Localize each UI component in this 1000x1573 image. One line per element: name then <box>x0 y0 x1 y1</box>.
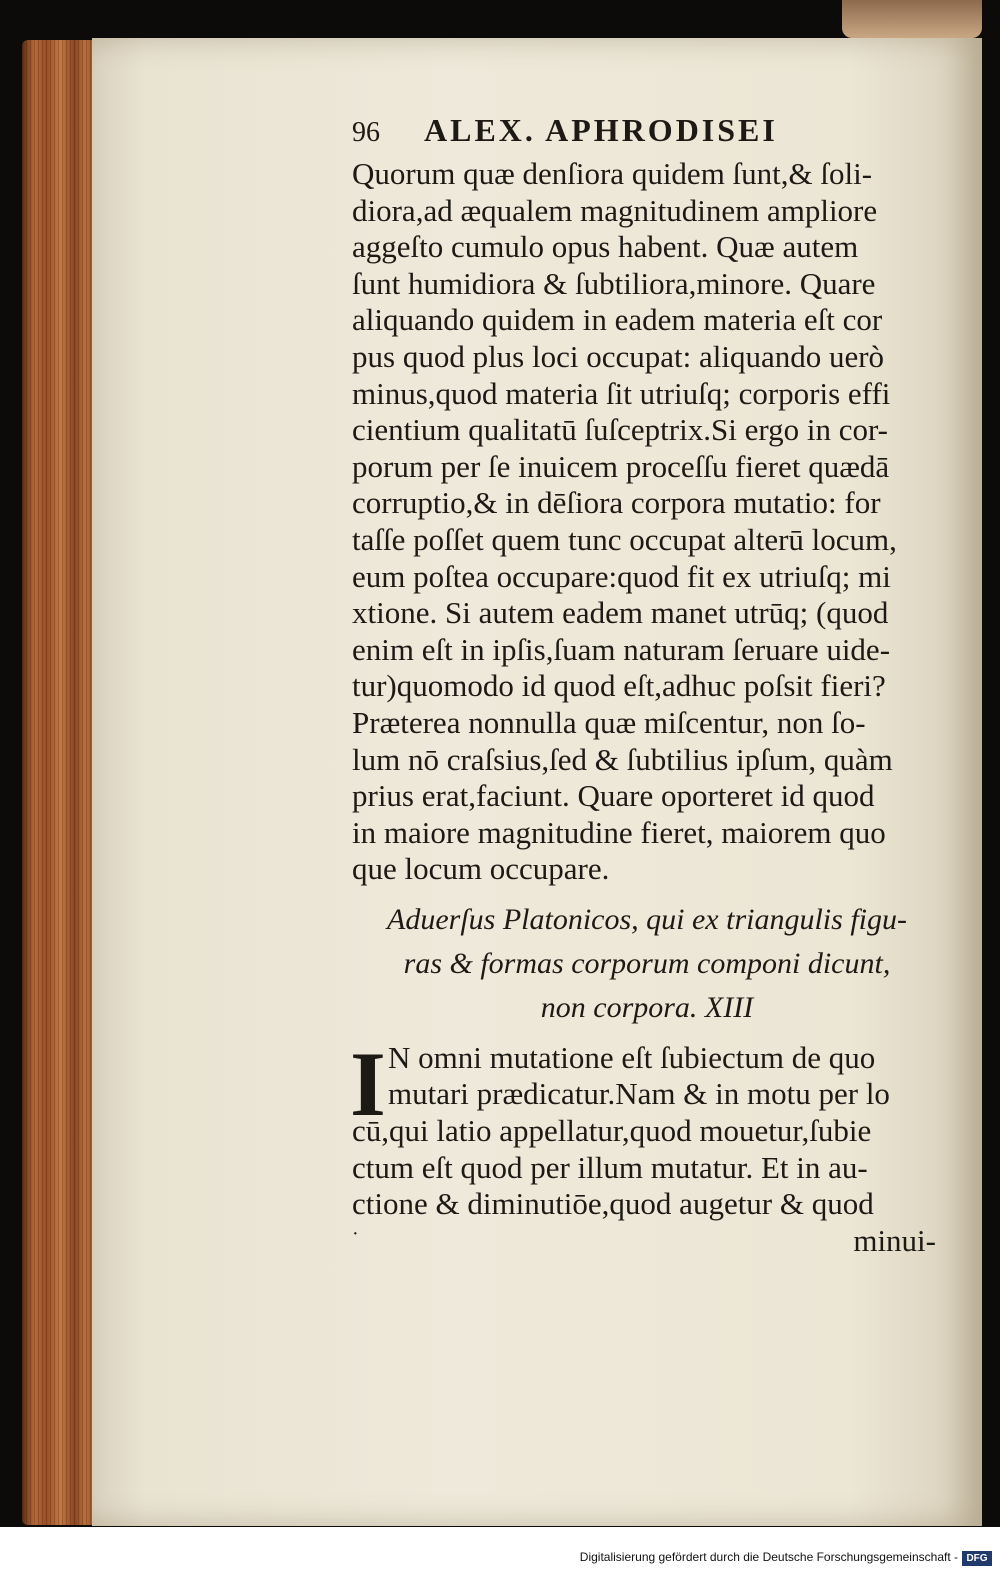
book-fore-edge <box>22 40 92 1525</box>
text-block <box>352 112 952 1263</box>
text-line: xtione. Si autem eadem manet utrūq; (quod <box>352 595 889 631</box>
section-body <box>350 1032 952 1223</box>
catchword-row <box>352 1223 952 1263</box>
text-line: diora,ad æqualem magnitudinem ampliore <box>352 192 878 228</box>
text-line: que locum occupare. <box>352 851 610 887</box>
text-line: taſſe poſſet quem tunc occupat alterū locum, <box>352 521 897 557</box>
text-line: tur)quomodo id quod eſt,adhuc poſsit fieri? <box>352 668 886 704</box>
text-line: corruptio,& in dēſiora corpora mutatio: for <box>352 485 881 521</box>
page-corner <box>842 0 982 38</box>
text-line: Quorum quæ denſiora quidem ſunt,& ſoli- <box>352 156 873 191</box>
text-line: in maiore magnitudine fieret, maiorem quo <box>352 814 886 850</box>
text-line: aliquando quidem in eadem materia eſt cor <box>352 302 883 338</box>
text-line: pus quod plus loci occupat: aliquando uerò <box>352 338 885 374</box>
text-line: cientium qualitatū ſuſceptrix.Si ergo in cor- <box>352 412 889 448</box>
text-line: cū,qui latio appellatur,quod mouetur,ſubie <box>352 1113 872 1149</box>
paragraph <box>352 156 952 888</box>
text-line: N omni mutatione eſt ſubiectum de quo <box>388 1039 876 1075</box>
heading-line: Aduerſus Platonicos, qui ex triangulis figu- <box>387 902 907 936</box>
digitization-footer <box>0 1527 1000 1573</box>
page-number: 96 <box>352 117 380 148</box>
text-line: lum nō craſsius,ſed & ſubtilius ipſum, quàm <box>352 741 893 777</box>
text-line: eum poſtea occupare:quod fit ex utriuſq; mi <box>352 558 891 594</box>
text-line: mutari prædicatur.Nam & in motu per lo <box>388 1076 890 1112</box>
text-line: minus,quod materia ſit utriuſq; corporis effi <box>352 375 891 411</box>
drop-cap: I <box>350 1032 386 1135</box>
catchword: minui- <box>853 1222 936 1258</box>
section-heading <box>352 898 942 1030</box>
text-line: ctum eſt quod per illum mutatur. Et in au- <box>352 1149 868 1185</box>
dfg-logo: DFG <box>962 1551 992 1566</box>
text-line: ctione & diminutiōe,quod augetur & quod <box>352 1186 874 1222</box>
text-line: porum per ſe inuicem proceſſu fieret quædā <box>352 448 890 484</box>
text-line: Præterea nonnulla quæ miſcentur, non ſo- <box>352 704 866 740</box>
margin-mark: · <box>352 1222 359 1245</box>
heading-line: ras & formas corporum componi dicunt, <box>403 946 891 980</box>
funding-credit: Digitalisierung gefördert durch die Deutsche Forschungsgemeinschaft - <box>579 1550 958 1564</box>
text-line: prius erat,faciunt. Quare oporteret id quod <box>352 778 875 814</box>
text-line: ſunt humidiora & ſubtiliora,minore. Quare <box>352 265 876 301</box>
heading-line: non corpora. XIII <box>540 990 754 1024</box>
text-line: aggeſto cumulo opus habent. Quæ autem <box>352 229 859 265</box>
text-line: enim eſt in ipſis,ſuam naturam ſeruare uide- <box>352 631 891 667</box>
page-header <box>352 112 952 156</box>
running-title: ALEX. APHRODISEI <box>424 112 778 148</box>
